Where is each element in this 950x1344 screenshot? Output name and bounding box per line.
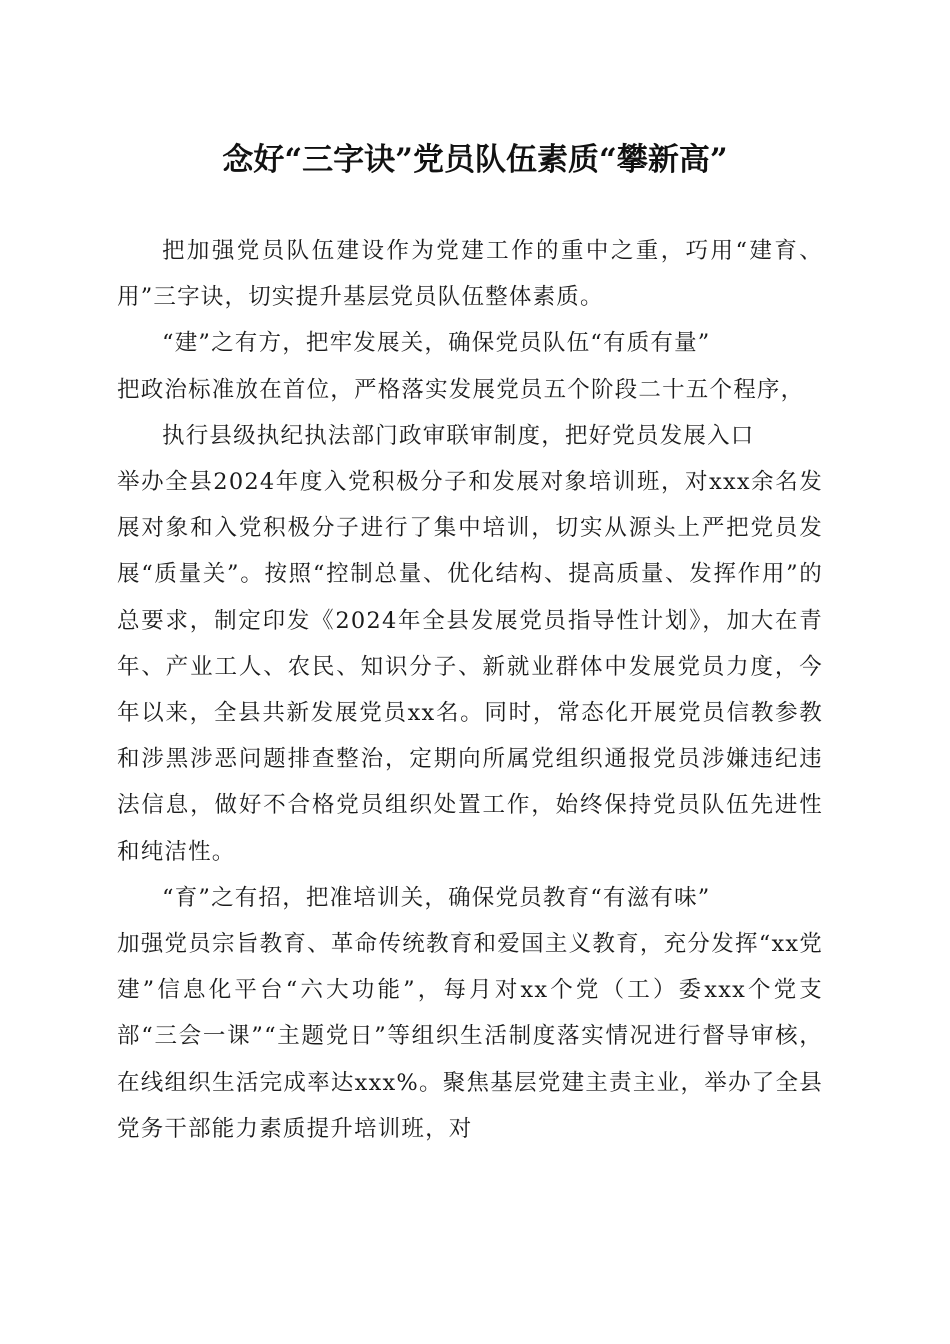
paragraph-build-training: 举办全县2024年度入党积极分子和发展对象培训班，对xxx余名发展对象和入党积极分子进行了集中培训，切实从源头上严把党员发展“质量关”。按照“控制总量、优化结构、提高质量、发挥作用”的总要求，制定印发《2024年全县发展党员指导性计划》，加大在青年、产业工人、农民、知识分子、新就业群体中发展党员力度，今年以来，全县共新发展党员xx名。同时，常态化开展党员信教参教和涉黑涉恶问题排查整治，定期向所属党组织通报党员涉嫌违纪违法信息，做好不合格党员组织处置工作，始终保持党员队伍先进性和纯洁性。 [117, 469, 823, 865]
document-title: 念好“三字诀”党员队伍素质“攀新高” [222, 142, 728, 178]
paragraph-build-review: 执行县级执纪执法部门政审联审制度，把好党员发展入口 [162, 422, 755, 449]
paragraph-build-heading: “建”之有方，把牢发展关，确保党员队伍“有质有量” [162, 330, 711, 357]
paragraph-build-standard: 把政治标准放在首位，严格落实发展党员五个阶段二十五个程序， [117, 376, 805, 403]
document-body [117, 228, 823, 1152]
paragraph-educate-heading: “育”之有招，把准培训关，确保党员教育“有滋有味” [162, 884, 711, 911]
paragraph-intro: 把加强党员队伍建设作为党建工作的重中之重，巧用“建育、用”三字诀，切实提升基层党员队伍整体素质。 [117, 238, 823, 311]
paragraph-educate-body: 加强党员宗旨教育、革命传统教育和爱国主义教育，充分发挥“xx党建”信息化平台“六大功能”，每月对xx个党（工）委xxx个党支部“三会一课”“主题党日”等组织生活制度落实情况进行督导审核，在线组织生活完成率达xxx%。聚焦基层党建主责主业，举办了全县党务干部能力素质提升培训班，对 [117, 931, 823, 1142]
